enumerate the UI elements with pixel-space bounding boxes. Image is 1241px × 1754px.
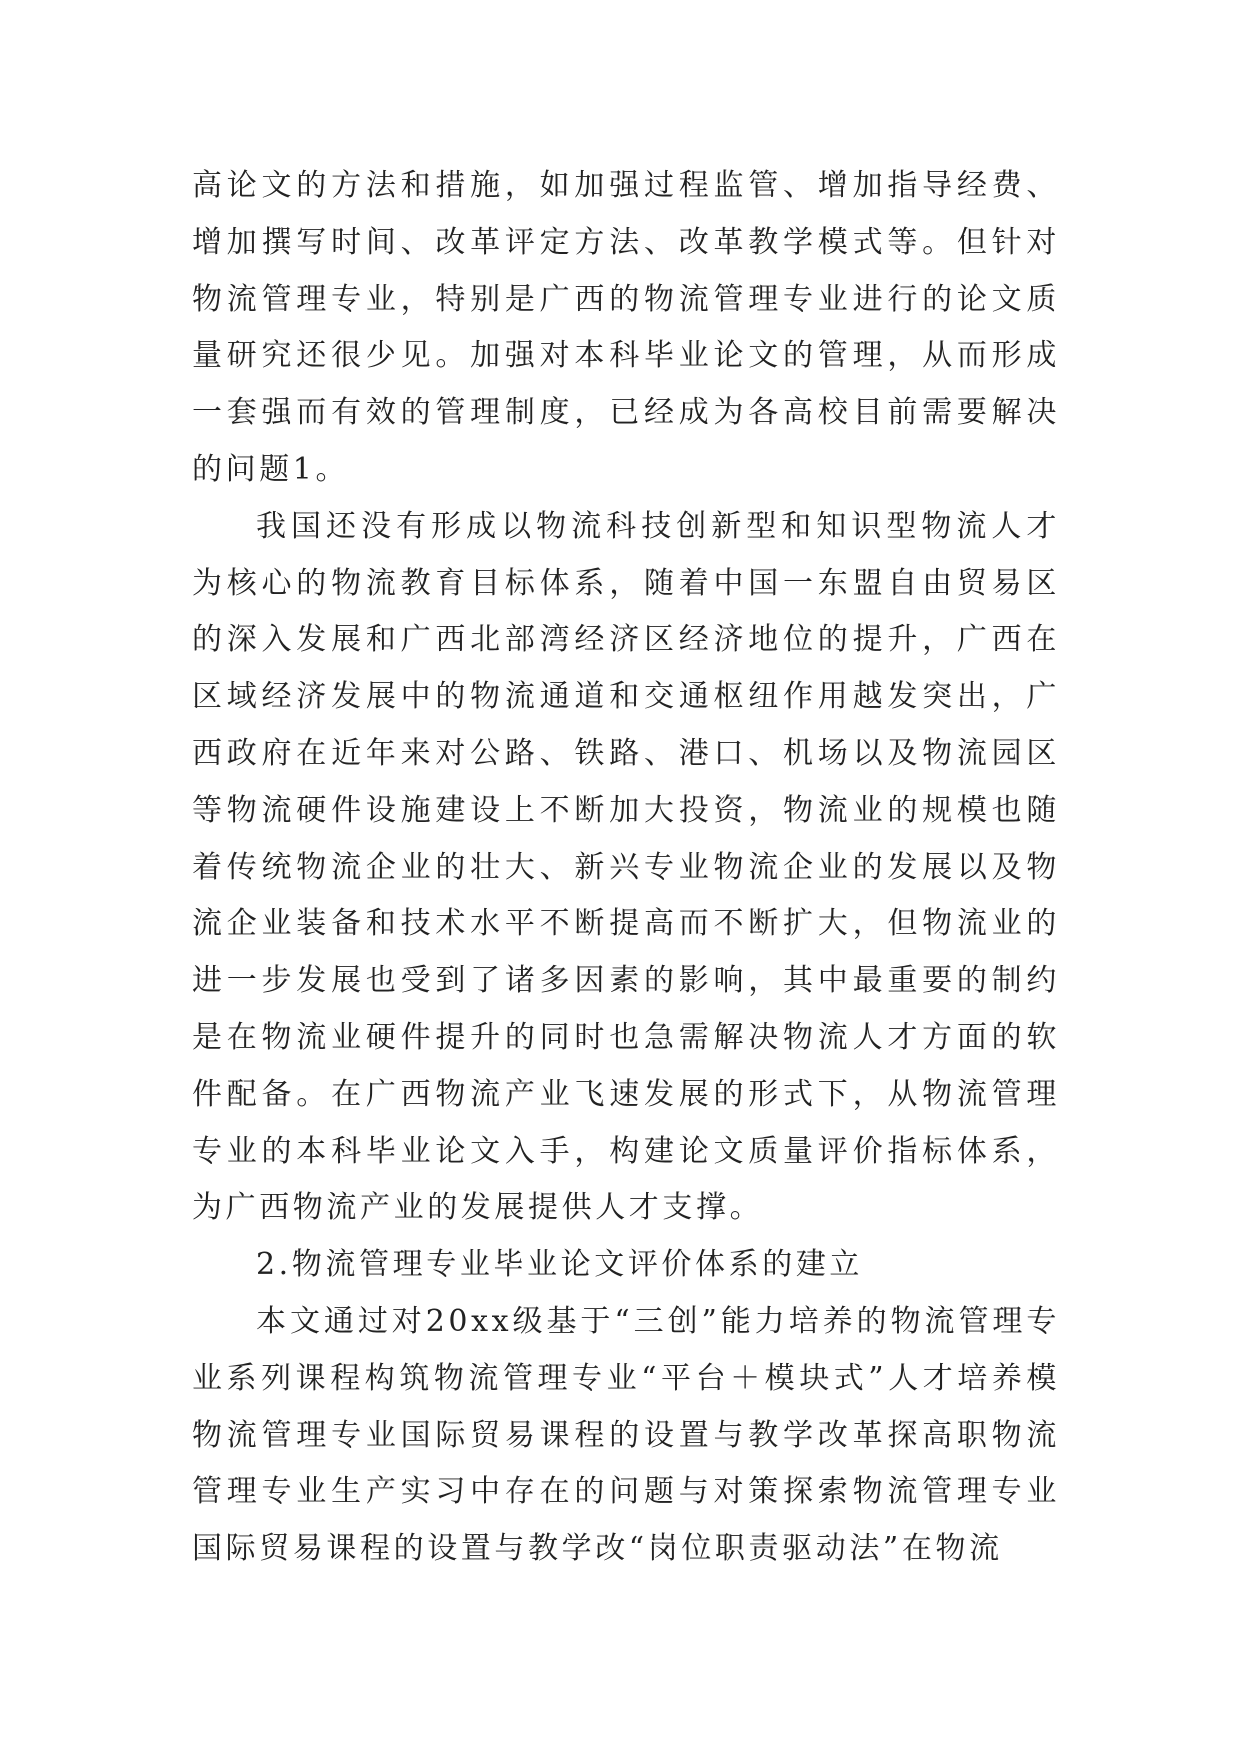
paragraph-2: 我国还没有形成以物流科技创新型和知识型物流人才为核心的物流教育目标体系，随着中国一东盟自由贸易区的深入发展和广西北部湾经济区经济地位的提升，广西在区域经济发展中的物流通道和交通枢纽作用越发突出，广西政府在近年来对公路、铁路、港口、机场以及物流园区等物流硬件设施建设上不断加大投资，物流业的规模也随着传统物流企业的壮大、新兴专业物流企业的发展以及物流企业装备和技术水平不断提高而不断扩大，但物流业的进一步发展也受到了诸多因素的影响，其中最重要的制约是在物流业硬件提升的同时也急需解决物流人才方面的软件配备。在广西物流产业飞速发展的形式下，从物流管理专业的本科毕业论文入手，构建论文质量评价指标体系，为广西物流产业的发展提供人才支撑。 [192,508,1060,1226]
paragraph-1: 高论文的方法和措施，如加强过程监管、增加指导经费、增加撰写时间、改革评定方法、改革教学模式等。但针对物流管理专业，特别是广西的物流管理专业进行的论文质量研究还很少见。加强对本科毕业论文的管理，从而形成一套强而有效的管理制度，已经成为各高校目前需要解决的问题1。 [192,168,1060,487]
paragraph-3: 本文通过对20xx级基于“三创”能力培养的物流管理专业系列课程构筑物流管理专业“平台＋模块式”人才培养模物流管理专业国际贸易课程的设置与教学改革探高职物流管理专业生产实习中存在的问题与对策探索物流管理专业国际贸易课程的设置与教学改“岗位职责驱动法”在物流 [192,1303,1060,1567]
section-heading: 2.物流管理专业毕业论文评价体系的建立 [256,1247,864,1283]
document-body [192,158,1060,1578]
